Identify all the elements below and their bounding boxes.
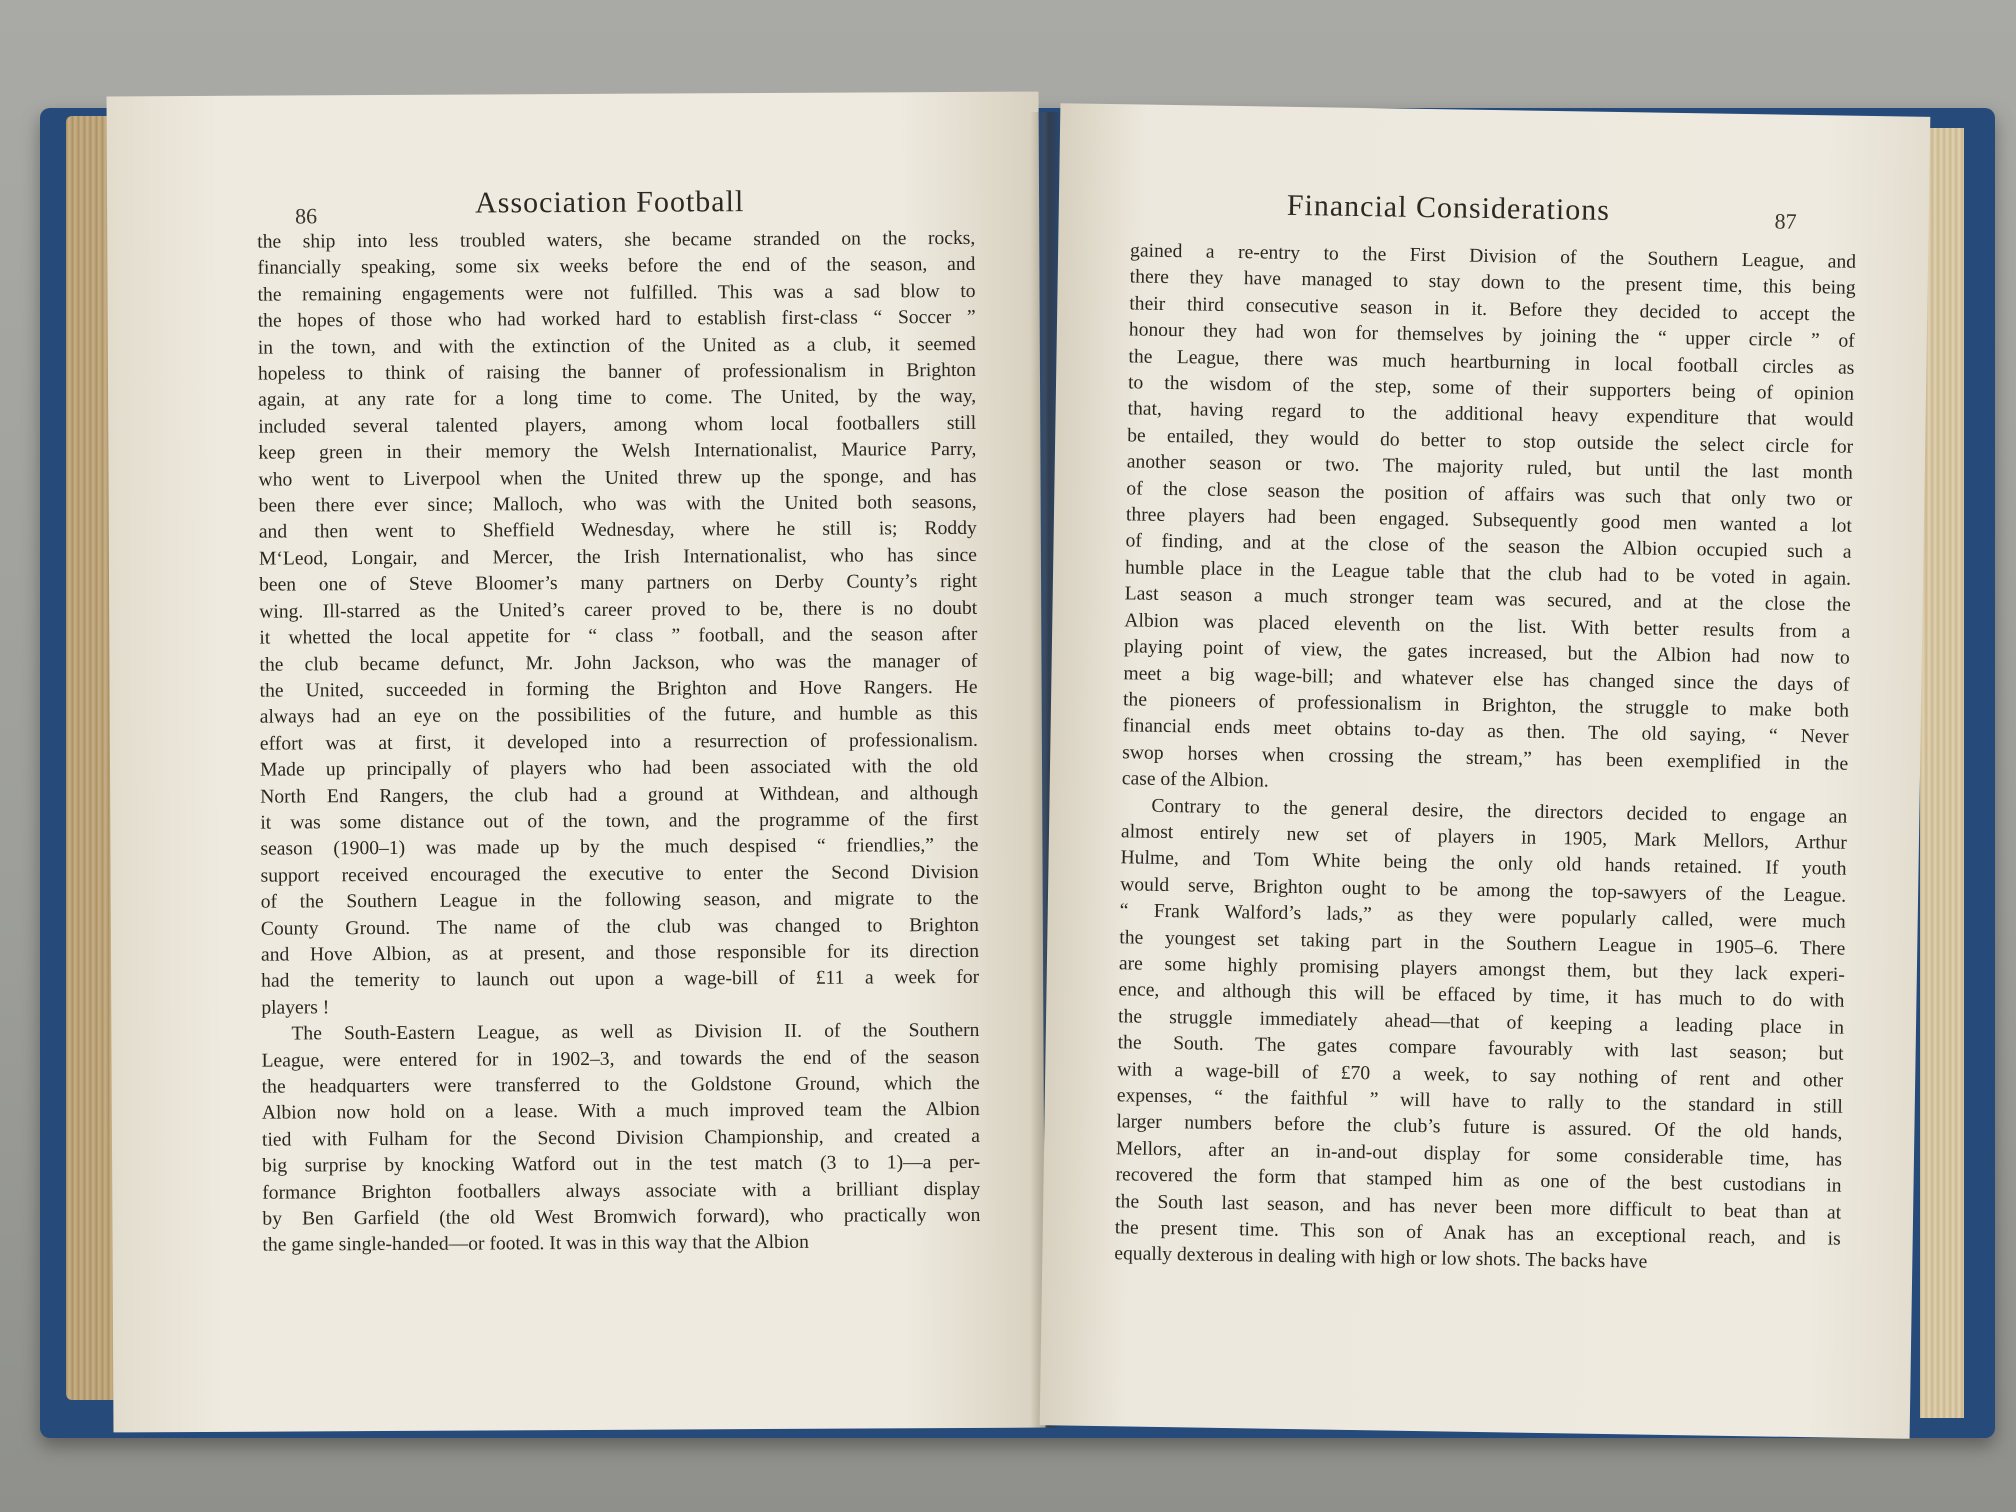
text-line: of the close season the position of affairs was such that only two or [1126,477,1853,511]
text-line: humble place in the League table that the club had to be voted in again. [1124,557,1852,590]
text-line: their third consecutive season in it. Before they decided to accept the [1129,293,1856,326]
text-line: always had an eye on the possibilities of the future, and humble as this [259,703,978,728]
text-line: are some highly promising players amongst them, but they lack experi- [1118,953,1846,986]
text-line: that, having regard to the additional heavy expenditure that would [1127,398,1854,432]
text-line: the pioneers of professionalism in Brighton, the struggle to make both [1122,689,1850,722]
text-line: the present time. This son of Anak has an exceptional reach, and is [1114,1217,1841,1250]
text-line: North End Rangers, the club had a ground at Withdean, and although [260,782,979,808]
text-line: who went to Liverpool when the United threw up the sponge, and has [258,465,977,491]
text-line: been one of Steve Bloomer’s many partners on Derby County’s right [259,571,978,596]
text-line: honour they had won for themselves by joining the “ upper circle ” of [1128,319,1855,352]
page-text [257,226,980,1260]
text-line: tied with Fulham for the Second Division Championship, and created a [261,1125,981,1151]
text-line: season (1900–1) was made up by the much despised “ friendlies,” the [260,835,979,860]
text-line: big surprise by knocking Watford out in the test match (3 to 1)—a per- [262,1152,981,1177]
text-line: Hulme, and Tom White being the only old hands retained. If youth [1120,847,1847,881]
left-page [107,92,1046,1433]
text-line: the hopes of those who had worked hard to establish first-class “ Soccer ” [257,307,976,332]
running-head: Financial Considerations [1286,188,1611,227]
text-line: gained a re-entry to the First Division of the Southern League, and [1129,240,1857,273]
text-line: meet a big wage-bill; and whatever else has changed since the days of [1123,662,1850,696]
text-line: financially speaking, some six weeks before the end of the season, and [257,254,976,280]
right-page [1040,103,1931,1439]
text-line: the headquarters were transferred to the Goldstone Ground, which the [261,1072,980,1098]
text-line: almost entirely new set of players in 1905, Mark Mellors, Arthur [1120,821,1848,854]
text-line: the South. The gates compare favourably with last season; but [1117,1032,1844,1065]
text-line: wing. Ill-starred as the United’s career proved to be, there is no doubt [259,597,978,623]
text-line: Contrary to the general desire, the directors decided to engage an [1151,795,1848,828]
text-line: the youngest set taking part in the Southern League in 1905–6. There [1119,926,1846,960]
text-line: case of the Albion. [1121,768,1269,792]
text-line: M‘Leod, Longair, and Mercer, the Irish Internationalist, who has since [258,544,977,570]
text-line: in the town, and with the extinction of the United as a club, it seemed [257,333,976,359]
text-line: expenses, “ the faithful ” will have to rally to the standard in still [1116,1085,1843,1118]
text-line: another season or two. The majority ruled, but until the last month [1126,451,1853,484]
text-line: included several talented players, among whom local footballers still [258,412,977,438]
text-line: had the temerity to launch out upon a wage-bill of £11 a week for [261,967,980,993]
text-line: players ! [261,997,330,1019]
text-line: County Ground. The name of the club was changed to Brighton [260,914,979,940]
text-line: “ Frank Walford’s lads,” as they were popularly called, were much [1119,900,1846,933]
text-line: The South-Eastern League, as well as Division II. of the Southern [291,1020,980,1045]
text-line: by Ben Garfield (the old West Bromwich forward), who practically won [262,1204,981,1230]
text-line: the game single-handed—or footed. It was in this way that the Albion [262,1232,809,1257]
text-line: Mellors, after an in-and-out display for some considerable time, has [1115,1138,1843,1171]
text-line: Last season a much stronger team was secured, and at the close the [1124,583,1851,617]
text-line: Made up principally of players who had been associated with the old [259,756,979,781]
text-line: keep green in their memory the Welsh Internationalist, Maurice Parry, [258,439,977,464]
text-line: the ship into less troubled waters, she became stranded on the rocks, [257,227,976,253]
text-line: League, were entered for in 1902–3, and towards the end of the season [261,1046,980,1072]
text-line: recovered the form that stamped him as one of the best custodians in [1115,1164,1842,1197]
text-line: the club became defunct, Mr. John Jackson, who was the manager of [259,650,978,676]
text-line: of the Southern League in the following season, and migrate to the [260,888,979,913]
text-line: be entailed, they would do better to stop outside the select circle for [1127,425,1854,458]
text-line: the United, succeeded in forming the Brighton and Hove Rangers. He [259,676,978,702]
text-line: the South last season, and has never been more difficult to beat than at [1115,1190,1842,1224]
text-line: playing point of view, the gates increased, but the Albion had now to [1123,636,1850,669]
text-line: Albion now hold on a lease. With a much improved team the Albion [261,1099,980,1125]
text-line: hopeless to think of raising the banner of professionalism in Brighton [257,359,977,385]
text-line: again, at any rate for a long time to come. The United, by the way, [258,386,977,412]
running-head: Association Football [474,185,745,220]
text-line: swop horses when crossing the stream,” has been exemplified in the [1122,742,1849,775]
text-line: effort was at first, it developed into a resurrection of professionalism. [259,729,978,755]
page-number: 86 [295,203,318,229]
text-line: it whetted the local appetite for “ class ” football, and the season after [259,623,978,649]
text-line: support received encouraged the executive to enter the Second Division [260,861,979,887]
page-text [1114,238,1856,1279]
text-line: would serve, Brighton ought to be among the top-sawyers of the League. [1120,874,1847,907]
text-line: of finding, and at the close of the season the Albion occupied such a [1125,530,1852,564]
text-line: the struggle immediately ahead—that of keeping a leading place in [1117,1006,1845,1039]
text-line: financial ends meet obtains to-day as then. The old saying, “ Never [1122,715,1849,749]
text-line: ence, and although this will be effaced by time, it has much to do with [1118,979,1845,1013]
text-line: to the wisdom of the step, some of their supporters being of opinion [1127,372,1855,405]
text-line: been there ever since; Malloch, who was with the United both seasons, [258,491,977,517]
text-line: larger numbers before the club’s future is assured. Of the old hands, [1116,1111,1843,1145]
text-line: it was some distance out of the town, and the programme of the first [260,808,979,834]
text-line: three players had been engaged. Subsequently good men wanted a lot [1125,504,1853,537]
page-number: 87 [1774,208,1797,234]
text-line: and then went to Sheffield Wednesday, where he still is; Roddy [258,518,977,544]
text-line: equally dexterous in dealing with high or low shots. The backs have [1114,1243,1648,1274]
text-line: and Hove Albion, as at present, and those responsible for its direction [260,940,980,966]
text-line: with a wage-bill of £70 a week, to say nothing of rent and other [1117,1058,1844,1092]
text-line: formance Brighton footballers always associate with a brilliant display [262,1178,981,1204]
text-line: Albion was placed eleventh on the list. With better results from a [1124,610,1851,643]
text-line: the League, there was much heartburning in local football circles as [1128,345,1855,379]
text-line: the remaining engagements were not fulfilled. This was a sad blow to [257,280,976,306]
text-line: there they have managed to stay down to the present time, this being [1129,266,1856,300]
